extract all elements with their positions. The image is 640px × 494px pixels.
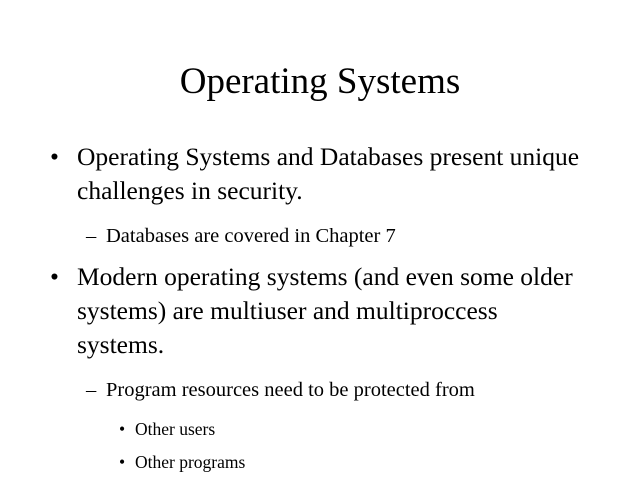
bullet-icon: • [119, 419, 126, 439]
bullet-icon: • [119, 452, 126, 472]
sub-item-text: Databases are covered in Chapter 7 [106, 225, 396, 247]
dash-icon: – [86, 379, 97, 401]
bullet-icon: • [50, 142, 59, 171]
sub-sub-item-2-1-1 [119, 418, 519, 440]
bullet-text: Operating Systems and Databases present unique challenges in security. [77, 142, 580, 205]
bullet-icon: • [50, 262, 59, 291]
sub-sub-item-text: Other programs [135, 452, 246, 472]
sub-sub-item-2-1-2 [119, 451, 519, 473]
bullet-text: Modern operating systems (and even some older systems) are multiuser and multiproccess systems. [77, 262, 573, 359]
dash-icon: – [86, 225, 97, 247]
sub-item-1-1 [86, 223, 586, 249]
sub-item-2-1 [86, 377, 586, 403]
bullet-item-2 [50, 260, 580, 362]
sub-item-text: Program resources need to be protected from [106, 379, 475, 401]
bullet-item-1 [50, 140, 580, 208]
sub-sub-item-text: Other users [135, 419, 216, 439]
slide-title: Operating Systems [179, 61, 461, 102]
